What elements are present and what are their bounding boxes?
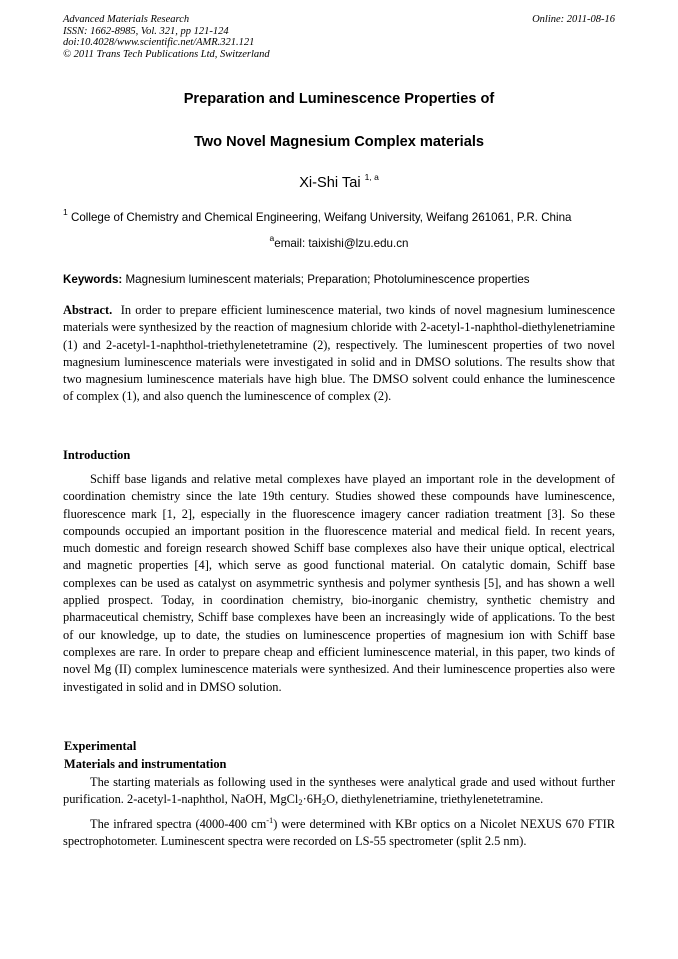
journal-name: Advanced Materials Research [63, 14, 190, 25]
abstract-text: In order to prepare efficient luminescence material, two kinds of novel magnesium luminescence materials were synthesized by the reaction of magnesium chloride with 2-acetyl-1-naphthol-diethylenetriamine (1) and 2-acetyl-1-naphthol-triethylenetetramine (2), respectively. The luminescent properties of two novel magnesium luminescence materials were investigated in solid and in DMSO solutions. The results show that two magnesium luminescence materials have high blue. The DMSO solvent could enhance the luminescence of complex (1), and also quench the luminescence of complex (2). [63, 303, 616, 404]
introduction-heading: Introduction [63, 448, 131, 462]
author-name: Xi-Shi Tai [299, 174, 361, 191]
abstract-label: Abstract. [63, 303, 113, 317]
online-date: Online: 2011-08-16 [532, 14, 615, 25]
email-text: email: taixishi@lzu.edu.cn [274, 236, 409, 250]
copyright-line: © 2011 Trans Tech Publications Ltd, Switzerland [63, 48, 270, 60]
email-mark: a [269, 233, 275, 243]
keywords-text: Magnesium luminescent materials; Preparation; Photoluminescence properties [125, 273, 530, 286]
affiliation-mark: 1 [63, 207, 68, 217]
experimental-body [63, 774, 615, 850]
affiliation [63, 208, 571, 224]
author-mark: 1, a [364, 172, 379, 182]
author [0, 173, 678, 191]
affiliation-text: College of Chemistry and Chemical Engineering, Weifang University, Weifang 261061, P.R. China [70, 210, 572, 224]
p1-subscript-2: 2 [321, 797, 327, 808]
introduction-paragraph: Schiff base ligands and relative metal complexes have played an important role in the development of coordination chemistry since the late 19th century. Studies showed these compounds have luminescence, fluorescence mark [1, 2], especially in the fluorescence imagery cancer radiation treatment [3]. So these compounds occupied an important position in the fluorescence material and medical field. In recent years, much domestic and foreign research showed Schiff base complexes also have their unique optical, electrical and magnetic properties [4], which serve as good functional material. On catalytic domain, Schiff base complexes can be used as catalyst on asymmetric synthesis and polymer synthesis [5], and has shown a well applied prospect. Today, in coordination chemistry, bio-inorganic chemistry, synthetic chemistry and pharmaceutical chemistry, Schiff base complexes have been an increasingly wide of applications. To the best of our knowledge, up to date, the studies on luminescence properties of magnesium ion with Schiff base complexes are rare. In order to prepare cheap and efficient luminescence material, in this paper, two kinds of novel Mg (II) complex luminescence materials were synthesized. And their luminescence properties also were investigated in solid and in DMSO solution. [63, 472, 615, 694]
p2-text-b: ) were determined with KBr optics on a Nicolet NEXUS 670 FTIR spectrophotometer. Luminescent spectra were recorded on LS-55 spectrometer (split 2.5 nm). [63, 816, 615, 848]
p2-text-a: The infrared spectra (4000-400 cm [90, 816, 267, 831]
materials-subheading: Materials and instrumentation [64, 757, 227, 771]
email [0, 234, 678, 250]
experimental-heading: Experimental [64, 739, 137, 753]
p1-text-c: O, diethylenetriamine, triethylenetetramine. [326, 792, 544, 807]
doi-line: doi:10.4028/www.scientific.net/AMR.321.121 [63, 37, 255, 49]
journal-header [63, 14, 270, 60]
issn-line: ISSN: 1662-8985, Vol. 321, pp 121-124 [63, 25, 229, 37]
paper-title-line-2: Two Novel Magnesium Complex materials [193, 134, 485, 150]
experimental-paragraph-1 [63, 774, 615, 812]
paper-title-line-1: Preparation and Luminescence Properties of [183, 91, 495, 107]
keywords-label: Keywords: [63, 273, 123, 286]
abstract [63, 302, 615, 406]
p2-superscript: -1 [266, 814, 274, 825]
keywords [63, 273, 530, 286]
p1-text-a: The starting materials as following used in the syntheses were analytical grade and used without further purification. 2-acetyl-1-naphthol, NaOH, MgCl [63, 775, 615, 807]
p1-subscript-1: 2 [298, 797, 303, 808]
p1-text-b: ·6H [302, 792, 322, 807]
introduction-body [63, 471, 615, 696]
experimental-paragraph-2 [63, 812, 615, 851]
